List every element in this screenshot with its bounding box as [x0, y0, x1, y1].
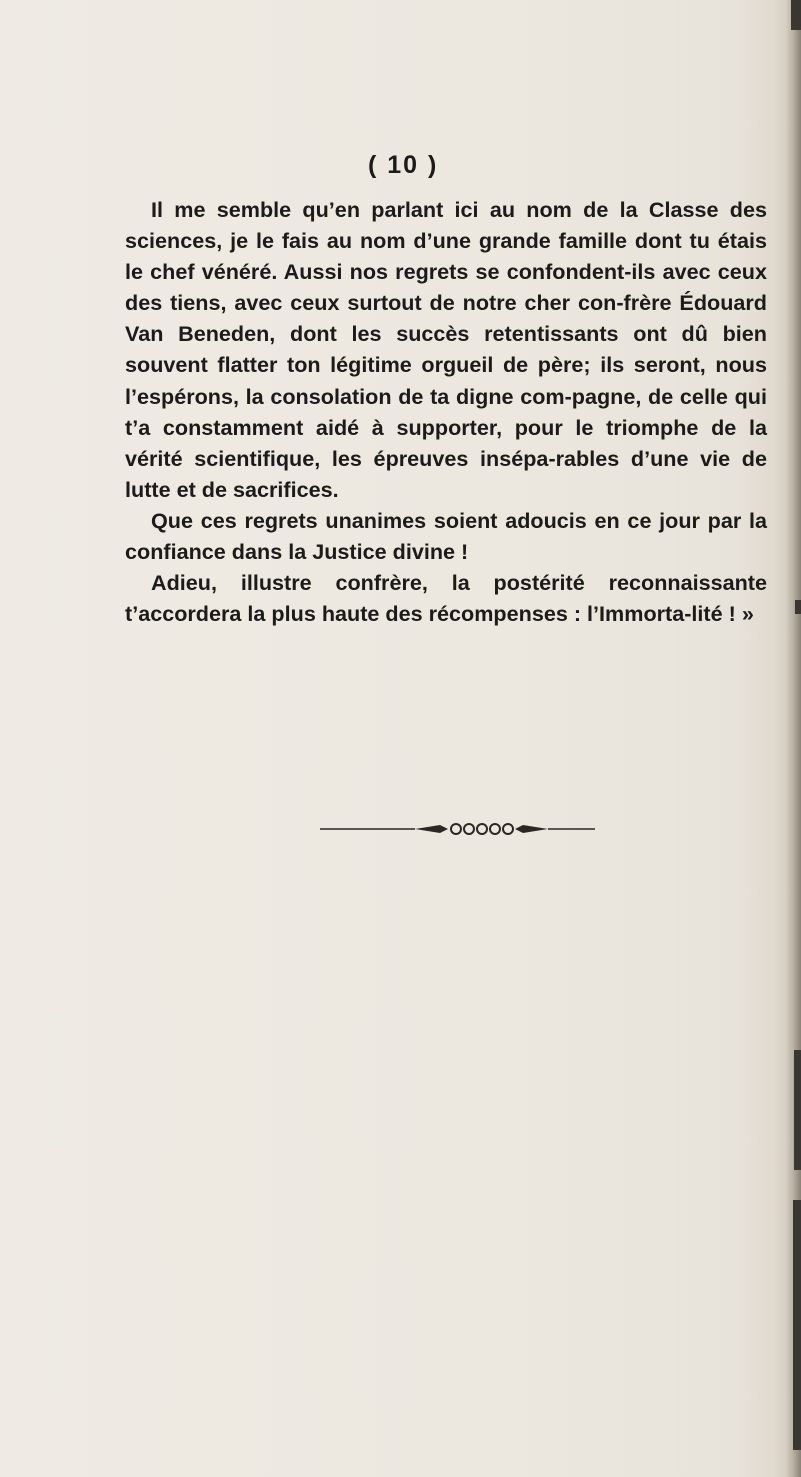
paragraph-eulogy: Il me semble qu’en parlant ici au nom de la Classe des sciences, je le fais au nom d’une grande famille dont tu étais le chef vénéré. Aussi nos regrets se confondent-ils avec ceux des tiens, avec ceux surtout de notre cher con-frère Édouard Van Beneden, dont les succès retentissants ont dû bien souvent flatter ton légitime orgueil de père; ils seront, nous l’espérons, la consolation de ta digne com-pagne, de celle qui t’a constamment aidé à supporter, pour le triomphe de la vérité scientifique, les épreuves insépa-rables d’une vie de lutte et de sacrifices. — [125, 197, 767, 502]
body-text — [125, 194, 767, 629]
paragraph-farewell: Adieu, illustre confrère, la postérité reconnaissante t’accordera la plus haute des récompenses : l’Immorta-lité ! » — [125, 570, 767, 627]
fleuron-divider — [320, 820, 595, 838]
edge-mark — [795, 600, 801, 614]
edge-mark — [791, 0, 801, 30]
edge-mark — [793, 1200, 801, 1450]
paragraph-regrets: Que ces regrets unanimes soient adoucis en ce jour par la confiance dans la Justice divine ! — [125, 507, 767, 565]
page-number: ( 10 ) — [368, 151, 439, 179]
edge-mark — [794, 1050, 801, 1170]
